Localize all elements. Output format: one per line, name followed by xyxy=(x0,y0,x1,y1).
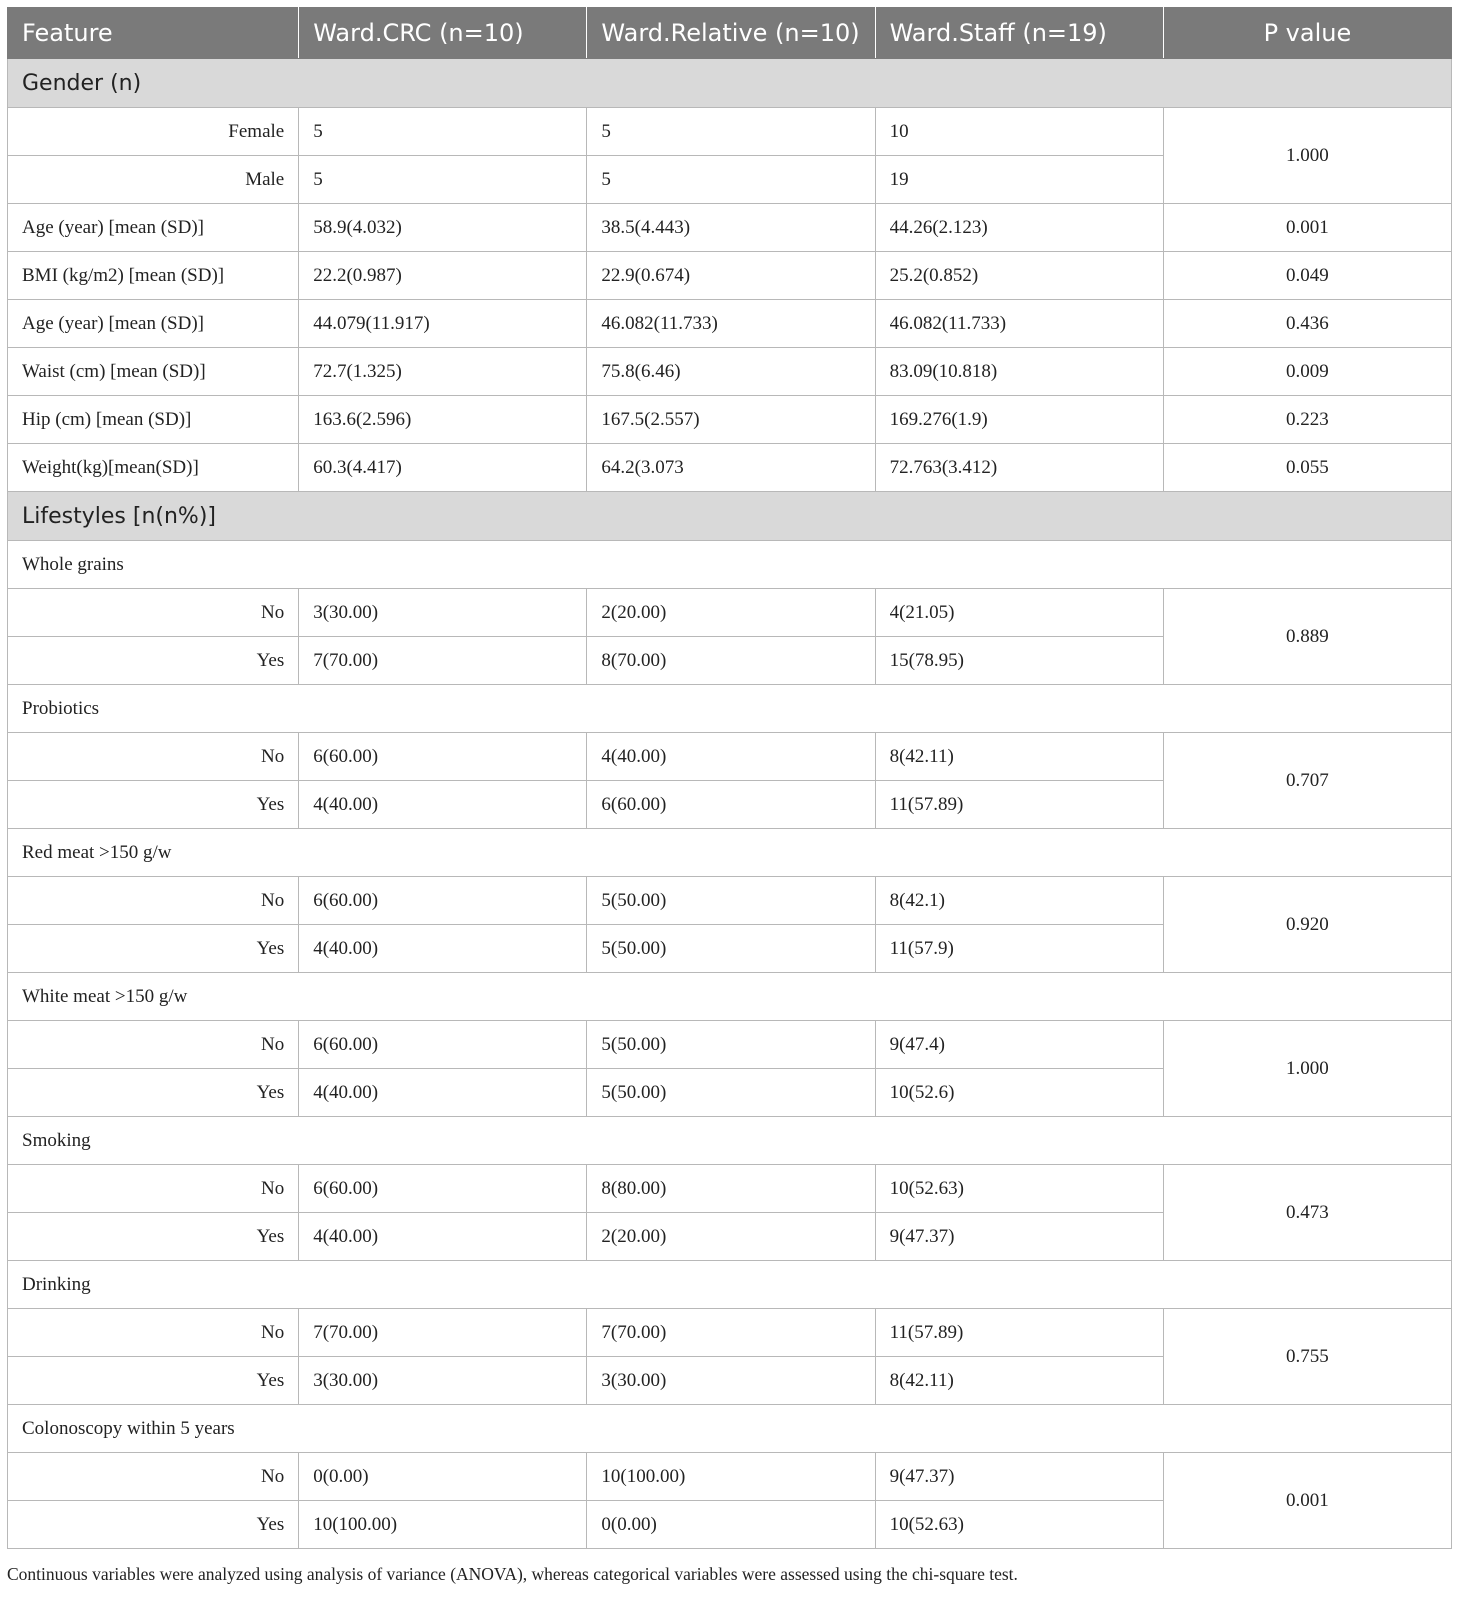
table-row xyxy=(8,444,1452,492)
row-sublabel: Yes xyxy=(8,925,299,973)
table-cell: 83.09(10.818) xyxy=(875,348,1163,396)
table-cell: 0(0.00) xyxy=(299,1453,587,1501)
table-cell: 7(70.00) xyxy=(299,637,587,685)
row-label: Waist (cm) [mean (SD)] xyxy=(8,348,299,396)
table-cell: 8(42.1) xyxy=(875,877,1163,925)
p-value-cell: 0.707 xyxy=(1163,733,1451,829)
table-cell: 46.082(11.733) xyxy=(587,300,875,348)
table-cell: 5 xyxy=(299,156,587,204)
p-value-cell: 1.000 xyxy=(1163,1021,1451,1117)
table-cell: 10 xyxy=(875,108,1163,156)
table-row xyxy=(8,252,1452,300)
group-label: Probiotics xyxy=(8,685,1452,733)
table-cell: 75.8(6.46) xyxy=(587,348,875,396)
section-label: Lifestyles [n(n%)] xyxy=(8,492,1452,541)
p-value-cell: 0.055 xyxy=(1163,444,1451,492)
header-ward-crc: Ward.CRC (n=10) xyxy=(299,8,587,59)
group-label: Red meat >150 g/w xyxy=(8,829,1452,877)
p-value-cell: 0.001 xyxy=(1163,1453,1451,1549)
table-cell: 4(21.05) xyxy=(875,589,1163,637)
table-cell: 64.2(3.073 xyxy=(587,444,875,492)
row-sublabel: Yes xyxy=(8,781,299,829)
p-value-cell: 0.755 xyxy=(1163,1309,1451,1405)
row-sublabel: No xyxy=(8,877,299,925)
table-cell: 6(60.00) xyxy=(299,1021,587,1069)
table-cell: 10(52.63) xyxy=(875,1501,1163,1549)
table-cell: 7(70.00) xyxy=(587,1309,875,1357)
p-value-cell: 0.223 xyxy=(1163,396,1451,444)
table-cell: 25.2(0.852) xyxy=(875,252,1163,300)
p-value-cell: 1.000 xyxy=(1163,108,1451,204)
table-row xyxy=(8,1453,1452,1501)
table-cell: 8(70.00) xyxy=(587,637,875,685)
table-cell: 4(40.00) xyxy=(299,1069,587,1117)
section-label: Gender (n) xyxy=(8,59,1452,108)
table-cell: 3(30.00) xyxy=(299,589,587,637)
table-cell: 169.276(1.9) xyxy=(875,396,1163,444)
table-row xyxy=(8,877,1452,925)
table-row xyxy=(8,733,1452,781)
table-cell: 5 xyxy=(587,156,875,204)
table-cell: 4(40.00) xyxy=(299,925,587,973)
table-cell: 10(52.63) xyxy=(875,1165,1163,1213)
table-cell: 7(70.00) xyxy=(299,1309,587,1357)
table-cell: 6(60.00) xyxy=(587,781,875,829)
p-value-cell: 0.473 xyxy=(1163,1165,1451,1261)
table-cell: 2(20.00) xyxy=(587,1213,875,1261)
table-cell: 10(100.00) xyxy=(587,1453,875,1501)
group-header-row xyxy=(8,685,1452,733)
table-cell: 11(57.89) xyxy=(875,781,1163,829)
group-header-row xyxy=(8,1117,1452,1165)
row-label: BMI (kg/m2) [mean (SD)] xyxy=(8,252,299,300)
group-label: Smoking xyxy=(8,1117,1452,1165)
group-label: Drinking xyxy=(8,1261,1452,1309)
row-sublabel: Yes xyxy=(8,1213,299,1261)
group-header-row xyxy=(8,829,1452,877)
table-cell: 11(57.89) xyxy=(875,1309,1163,1357)
table-row xyxy=(8,1165,1452,1213)
table-cell: 2(20.00) xyxy=(587,589,875,637)
table-row xyxy=(8,396,1452,444)
row-sublabel: No xyxy=(8,1453,299,1501)
row-label: Age (year) [mean (SD)] xyxy=(8,300,299,348)
row-sublabel: No xyxy=(8,1021,299,1069)
table-cell: 6(60.00) xyxy=(299,1165,587,1213)
p-value-cell: 0.436 xyxy=(1163,300,1451,348)
row-sublabel: Yes xyxy=(8,637,299,685)
table-row xyxy=(8,589,1452,637)
row-label: Weight(kg)[mean(SD)] xyxy=(8,444,299,492)
p-value-cell: 0.920 xyxy=(1163,877,1451,973)
group-header-row xyxy=(8,1405,1452,1453)
table-cell: 9(47.37) xyxy=(875,1213,1163,1261)
group-label: Colonoscopy within 5 years xyxy=(8,1405,1452,1453)
table-cell: 5(50.00) xyxy=(587,877,875,925)
table-cell: 9(47.37) xyxy=(875,1453,1163,1501)
group-label: White meat >150 g/w xyxy=(8,973,1452,1021)
table-cell: 5(50.00) xyxy=(587,1069,875,1117)
table-cell: 38.5(4.443) xyxy=(587,204,875,252)
table-cell: 4(40.00) xyxy=(299,1213,587,1261)
p-value-cell: 0.009 xyxy=(1163,348,1451,396)
table-cell: 6(60.00) xyxy=(299,877,587,925)
table-cell: 5(50.00) xyxy=(587,1021,875,1069)
header-p-value: P value xyxy=(1163,8,1451,59)
table-header-row xyxy=(8,8,1452,59)
table-cell: 46.082(11.733) xyxy=(875,300,1163,348)
table-cell: 19 xyxy=(875,156,1163,204)
table-body xyxy=(8,8,1452,1549)
row-label: Age (year) [mean (SD)] xyxy=(8,204,299,252)
table-cell: 8(42.11) xyxy=(875,1357,1163,1405)
row-sublabel: Yes xyxy=(8,1501,299,1549)
table-row xyxy=(8,300,1452,348)
table-cell: 4(40.00) xyxy=(299,781,587,829)
header-ward-relative: Ward.Relative (n=10) xyxy=(587,8,875,59)
header-ward-staff: Ward.Staff (n=19) xyxy=(875,8,1163,59)
row-sublabel: Male xyxy=(8,156,299,204)
table-cell: 22.2(0.987) xyxy=(299,252,587,300)
baseline-characteristics-table xyxy=(7,7,1452,1549)
table-cell: 10(52.6) xyxy=(875,1069,1163,1117)
table-cell: 6(60.00) xyxy=(299,733,587,781)
row-sublabel: Female xyxy=(8,108,299,156)
table-row xyxy=(8,1021,1452,1069)
table-cell: 58.9(4.032) xyxy=(299,204,587,252)
section-row-gender xyxy=(8,59,1452,108)
row-sublabel: Yes xyxy=(8,1069,299,1117)
table-row xyxy=(8,348,1452,396)
table-cell: 72.763(3.412) xyxy=(875,444,1163,492)
row-sublabel: No xyxy=(8,1309,299,1357)
table-cell: 60.3(4.417) xyxy=(299,444,587,492)
group-header-row xyxy=(8,973,1452,1021)
group-header-row xyxy=(8,541,1452,589)
table-cell: 167.5(2.557) xyxy=(587,396,875,444)
table-cell: 4(40.00) xyxy=(587,733,875,781)
section-row-lifestyles xyxy=(8,492,1452,541)
table-row xyxy=(8,204,1452,252)
table-cell: 5 xyxy=(587,108,875,156)
table-cell: 11(57.9) xyxy=(875,925,1163,973)
table-cell: 163.6(2.596) xyxy=(299,396,587,444)
p-value-cell: 0.049 xyxy=(1163,252,1451,300)
table-cell: 10(100.00) xyxy=(299,1501,587,1549)
table-row xyxy=(8,1309,1452,1357)
row-sublabel: No xyxy=(8,1165,299,1213)
row-sublabel: No xyxy=(8,733,299,781)
table-cell: 5(50.00) xyxy=(587,925,875,973)
row-sublabel: No xyxy=(8,589,299,637)
row-sublabel: Yes xyxy=(8,1357,299,1405)
p-value-cell: 0.001 xyxy=(1163,204,1451,252)
table-cell: 15(78.95) xyxy=(875,637,1163,685)
table-footnote: Continuous variables were analyzed using analysis of variance (ANOVA), whereas categorical variables were assessed using the chi-square test. xyxy=(7,1564,1018,1584)
table-cell: 8(42.11) xyxy=(875,733,1163,781)
table-cell: 0(0.00) xyxy=(587,1501,875,1549)
table-cell: 22.9(0.674) xyxy=(587,252,875,300)
header-feature: Feature xyxy=(8,8,299,59)
table-cell: 44.26(2.123) xyxy=(875,204,1163,252)
table-cell: 8(80.00) xyxy=(587,1165,875,1213)
table-cell: 5 xyxy=(299,108,587,156)
table-row xyxy=(8,108,1452,156)
group-header-row xyxy=(8,1261,1452,1309)
table-cell: 3(30.00) xyxy=(299,1357,587,1405)
group-label: Whole grains xyxy=(8,541,1452,589)
table-cell: 3(30.00) xyxy=(587,1357,875,1405)
table-cell: 72.7(1.325) xyxy=(299,348,587,396)
table-cell: 9(47.4) xyxy=(875,1021,1163,1069)
table-cell: 44.079(11.917) xyxy=(299,300,587,348)
row-label: Hip (cm) [mean (SD)] xyxy=(8,396,299,444)
p-value-cell: 0.889 xyxy=(1163,589,1451,685)
